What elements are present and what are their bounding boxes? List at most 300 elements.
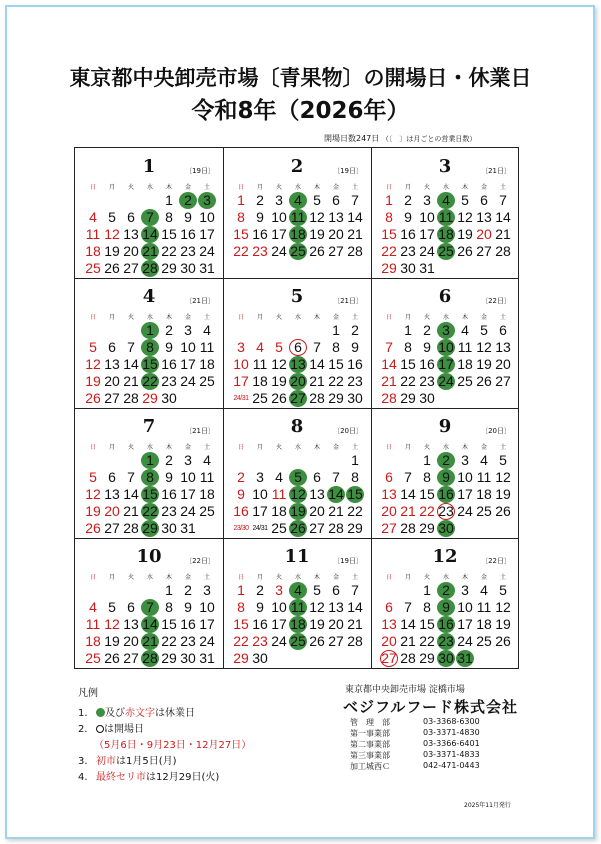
calendar-day: 13 (381, 486, 397, 502)
calendar-day: 15 (161, 616, 177, 632)
month-day-count: 〔19日〕 (333, 167, 363, 175)
calendar-day: 12 (309, 209, 325, 225)
calendar-day: 28 (347, 243, 363, 259)
calendar-day: 30 (161, 520, 177, 536)
calendar-day: 26 (309, 633, 325, 649)
weekday-label: 土 (351, 574, 358, 581)
calendar-day: 5 (275, 339, 283, 355)
calendar-day: 11 (290, 599, 306, 615)
calendar-day: 23 (161, 373, 177, 389)
month-label: 8 (290, 416, 304, 437)
calendar-day: 1 (423, 582, 431, 598)
calendar-day: 23 (161, 503, 177, 519)
calendar-day: 23 (400, 243, 416, 259)
month-label: 5 (290, 286, 304, 307)
weekday-label: 日 (237, 184, 244, 191)
legend (78, 684, 338, 784)
calendar-day: 27 (495, 373, 511, 389)
calendar-day: 22 (328, 373, 344, 389)
calendar-grid (74, 147, 519, 669)
calendar-day: 10 (199, 209, 215, 225)
calendar-day: 22 (419, 633, 435, 649)
weekday-label: 金 (332, 444, 339, 451)
department-row (343, 728, 543, 739)
month-8 (223, 408, 371, 538)
calendar-day: 17 (457, 486, 473, 502)
calendar-day: 27 (328, 243, 344, 259)
calendar-day: 17 (271, 226, 287, 242)
weekday-header (380, 442, 512, 452)
calendar-day: 11 (85, 226, 101, 242)
weekday-label: 木 (461, 574, 468, 581)
calendar-day: 21 (123, 373, 139, 389)
calendar-day: 5 (499, 582, 507, 598)
calendar-day: 15 (142, 486, 158, 502)
calendar-day: 20 (123, 243, 139, 259)
calendar-day: 12 (104, 226, 120, 242)
calendar-day: 18 (85, 243, 101, 259)
calendar-day: 3 (437, 322, 455, 339)
weekday-label: 木 (313, 444, 320, 451)
calendar-day: 25 (199, 503, 215, 519)
weekday-label: 水 (294, 184, 301, 191)
calendar-day: 23 (438, 633, 454, 649)
weekday-label: 木 (461, 184, 468, 191)
month-label: 3 (438, 156, 452, 177)
weekday-label: 水 (146, 184, 153, 191)
calendar-day: 5 (480, 322, 488, 338)
calendar-day: 1 (332, 322, 340, 338)
weekday-header (84, 182, 216, 192)
month-days (84, 582, 216, 666)
month-day-count: 〔21日〕 (185, 297, 215, 305)
calendar-day: 26 (309, 243, 325, 259)
calendar-day: 8 (404, 339, 412, 355)
calendar-day: 15 (328, 356, 344, 372)
month-11 (223, 538, 371, 668)
calendar-day: 27 (104, 390, 120, 406)
calendar-day: 17 (233, 373, 249, 389)
calendar-day: 2 (184, 582, 192, 598)
weekday-label: 金 (480, 444, 487, 451)
calendar-day: 28 (347, 633, 363, 649)
month-label: 4 (142, 286, 156, 307)
calendar-day: 28 (123, 390, 139, 406)
calendar-day: 22 (233, 633, 249, 649)
calendar-day: 15 (233, 226, 249, 242)
calendar-day: 14 (142, 226, 158, 242)
legend-item-first-market: 3. 初市は1月5日(月) (78, 756, 177, 767)
month-7 (75, 408, 223, 538)
calendar-day: 7 (351, 192, 359, 208)
calendar-day: 9 (165, 339, 173, 355)
calendar-day: 26 (476, 373, 492, 389)
weekday-label: 月 (256, 444, 263, 451)
month-days (232, 192, 364, 276)
calendar-day: 31 (457, 650, 473, 666)
calendar-day: 16 (419, 356, 435, 372)
calendar-day: 19 (309, 616, 325, 632)
calendar-day: 3 (184, 452, 192, 468)
calendar-day: 16 (233, 503, 249, 519)
calendar-day: 14 (123, 486, 139, 502)
calendar-day: 19 (495, 616, 511, 632)
calendar-day: 14 (495, 209, 511, 225)
weekday-header (380, 572, 512, 582)
weekday-label: 木 (165, 314, 172, 321)
calendar-day: 8 (385, 209, 393, 225)
calendar-day: 25 (199, 373, 215, 389)
calendar-day: 16 (347, 356, 363, 372)
weekday-label: 水 (294, 314, 301, 321)
calendar-day: 14 (347, 599, 363, 615)
calendar-day: 19 (104, 243, 120, 259)
calendar-day: 26 (271, 390, 287, 406)
calendar-day: 29 (419, 650, 435, 666)
calendar-day: 23 (180, 243, 196, 259)
month-days (232, 322, 364, 406)
month-days (380, 322, 512, 406)
calendar-day: 29 (400, 390, 416, 406)
month-days (380, 452, 512, 536)
calendar-day: 4 (289, 192, 307, 209)
calendar-day: 8 (423, 469, 431, 485)
calendar-day: 12 (271, 356, 287, 372)
weekday-label: 土 (203, 574, 210, 581)
calendar-day: 24 (457, 633, 473, 649)
calendar-day: 24 (419, 243, 435, 259)
calendar-day: 28 (400, 520, 416, 536)
calendar-day: 2 (179, 192, 197, 209)
calendar-day: 12 (457, 209, 473, 225)
calendar-day: 13 (328, 209, 344, 225)
calendar-day: 27 (123, 650, 139, 666)
calendar-day: 28 (309, 390, 325, 406)
calendar-day: 16 (438, 616, 454, 632)
calendar-day: 7 (141, 209, 159, 226)
weekday-header (232, 182, 364, 192)
calendar-day: 30 (400, 260, 416, 276)
calendar-day: 6 (127, 599, 135, 615)
calendar-day: 21 (123, 503, 139, 519)
weekday-label: 月 (256, 574, 263, 581)
calendar-day: 6 (108, 469, 116, 485)
weekday-label: 金 (184, 314, 191, 321)
calendar-day: 3 (423, 192, 431, 208)
calendar-day: 2 (437, 582, 455, 599)
calendar-day: 9 (351, 339, 359, 355)
weekday-label: 土 (203, 314, 210, 321)
calendar-day: 29 (347, 520, 363, 536)
calendar-day: 14 (400, 486, 416, 502)
department-name: 第一事業部 (350, 729, 390, 738)
calendar-day: 14 (142, 616, 158, 632)
calendar-day: 11 (252, 356, 268, 372)
calendar-day: 2 (256, 582, 264, 598)
calendar-day: 13 (290, 356, 306, 372)
calendar-day: 6 (289, 339, 307, 356)
calendar-day: 9 (404, 209, 412, 225)
weekday-label: 火 (275, 314, 282, 321)
calendar-day: 27 (104, 520, 120, 536)
calendar-day: 26 (290, 520, 306, 536)
calendar-day: 14 (309, 356, 325, 372)
calendar-day: 9 (437, 469, 455, 486)
calendar-day: 16 (180, 226, 196, 242)
legend-item-final-auction: 4. 最終セリ市は12月29日(火) (78, 772, 220, 783)
calendar-day: 10 (180, 339, 196, 355)
calendar-day: 10 (457, 469, 473, 485)
company-info (343, 682, 543, 772)
calendar-day: 4 (289, 582, 307, 599)
calendar-day: 27 (476, 243, 492, 259)
calendar-day: 31 (199, 260, 215, 276)
weekday-label: 月 (404, 314, 411, 321)
calendar-day: 6 (108, 339, 116, 355)
calendar-day: 4 (275, 469, 283, 485)
calendar-day: 4 (461, 322, 469, 338)
calendar-day: 26 (104, 260, 120, 276)
calendar-day: 24 (180, 503, 196, 519)
calendar-day: 17 (252, 503, 268, 519)
calendar-day: 6 (127, 209, 135, 225)
calendar-day: 26 (495, 503, 511, 519)
calendar-day: 21 (142, 243, 158, 259)
calendar-day: 10 (271, 209, 287, 225)
calendar-day: 19 (309, 226, 325, 242)
month-4 (75, 278, 223, 408)
calendar-day: 4 (256, 339, 264, 355)
department-name: 加工城西Ｃ (350, 762, 390, 771)
calendar-day: 2 (351, 322, 359, 338)
month-days (84, 192, 216, 276)
weekday-label: 金 (184, 444, 191, 451)
calendar-day: 20 (328, 226, 344, 242)
calendar-day: 22 (347, 503, 363, 519)
calendar-day: 26 (495, 633, 511, 649)
calendar-day: 18 (476, 486, 492, 502)
year-title: 令和8年（2026年） (191, 98, 410, 124)
weekday-header (232, 312, 364, 322)
department-row (343, 761, 543, 772)
weekday-label: 火 (423, 574, 430, 581)
department-phone: 03-3368-6300 (423, 717, 480, 726)
calendar-day: 23 (419, 373, 435, 389)
calendar-day: 1 (351, 452, 359, 468)
weekday-label: 日 (385, 574, 392, 581)
calendar-day: 16 (161, 356, 177, 372)
department-row (343, 739, 543, 750)
calendar-day: 27 (290, 390, 306, 406)
calendar-day: 22 (142, 503, 158, 519)
calendar-day: 19 (476, 356, 492, 372)
calendar-day: 25 (85, 650, 101, 666)
calendar-day: 31 (180, 520, 196, 536)
department-name: 第三事業部 (350, 751, 390, 760)
calendar-day: 22 (419, 503, 435, 519)
month-10 (75, 538, 223, 668)
calendar-day: 1 (423, 452, 431, 468)
calendar-day: 11 (271, 486, 287, 502)
calendar-day: 15 (400, 356, 416, 372)
calendar-day: 28 (123, 520, 139, 536)
calendar-day: 9 (237, 486, 245, 502)
calendar-day: 4 (89, 209, 97, 225)
month-day-count: 〔21日〕 (185, 427, 215, 435)
weekday-label: 火 (423, 314, 430, 321)
weekday-label: 火 (127, 444, 134, 451)
weekday-label: 水 (442, 444, 449, 451)
calendar-day: 4 (203, 322, 211, 338)
calendar-day: 29 (233, 650, 249, 666)
calendar-day: 26 (457, 243, 473, 259)
calendar-day: 16 (180, 616, 196, 632)
calendar-day: 29 (328, 390, 344, 406)
weekday-label: 土 (499, 574, 506, 581)
calendar-day: 26 (85, 520, 101, 536)
calendar-day: 6 (313, 469, 321, 485)
calendar-day: 18 (199, 356, 215, 372)
calendar-day: 5 (461, 192, 469, 208)
calendar-day: 10 (233, 356, 249, 372)
calendar-day: 25 (290, 633, 306, 649)
weekday-label: 木 (165, 574, 172, 581)
department-phone: 03-3371-4833 (423, 750, 480, 759)
legend-item-holiday: 1. 及び赤文字は休業日 (78, 708, 195, 719)
calendar-day: 3 (184, 322, 192, 338)
calendar-day: 1 (141, 322, 159, 339)
calendar-day: 4 (203, 452, 211, 468)
calendar-day: 17 (180, 356, 196, 372)
calendar-day: 30 (438, 520, 454, 536)
calendar-day: 13 (476, 209, 492, 225)
calendar-day: 3 (461, 582, 469, 598)
calendar-day: 29 (419, 520, 435, 536)
calendar-day: 11 (199, 469, 215, 485)
calendar-day: 15 (381, 226, 397, 242)
calendar-day: 9 (184, 209, 192, 225)
calendar-day: 3 (461, 452, 469, 468)
month-day-count: 〔20日〕 (481, 427, 511, 435)
calendar-day: 4 (437, 192, 455, 209)
calendar-day: 18 (290, 616, 306, 632)
calendar-day: 22 (400, 373, 416, 389)
calendar-day: 19 (495, 486, 511, 502)
month-12 (371, 538, 519, 668)
month-9 (371, 408, 519, 538)
calendar-day: 2 (404, 192, 412, 208)
calendar-day: 19 (290, 503, 306, 519)
calendar-day: 8 (237, 209, 245, 225)
calendar-day: 2 (165, 322, 173, 338)
calendar-day: 21 (400, 633, 416, 649)
calendar-day: 18 (85, 633, 101, 649)
calendar-day: 7 (499, 192, 507, 208)
month-day-count: 〔22日〕 (481, 297, 511, 305)
calendar-day: 18 (252, 373, 268, 389)
weekday-header (380, 182, 512, 192)
calendar-day: 13 (104, 356, 120, 372)
calendar-day: 7 (127, 469, 135, 485)
calendar-day: 5 (313, 192, 321, 208)
calendar-day: 16 (252, 616, 268, 632)
calendar-day: 9 (165, 469, 173, 485)
calendar-day: 30 (347, 390, 363, 406)
month-label: 2 (290, 156, 304, 177)
calendar-day: 11 (438, 209, 454, 225)
weekday-label: 日 (89, 444, 96, 451)
weekday-label: 日 (237, 314, 244, 321)
calendar-day: 15 (233, 616, 249, 632)
weekday-label: 日 (89, 574, 96, 581)
calendar-day: 24 (199, 633, 215, 649)
calendar-day: 25 (252, 390, 268, 406)
department-phone: 042-471-0443 (423, 761, 480, 770)
calendar-day: 5 (499, 452, 507, 468)
calendar-day: 2 (256, 192, 264, 208)
calendar-day: 7 (141, 599, 159, 616)
calendar-day: 3 (203, 582, 211, 598)
month-day-count: 〔21日〕 (333, 297, 363, 305)
calendar-day: 1 (237, 192, 245, 208)
calendar-day: 8 (237, 599, 245, 615)
weekday-label: 火 (127, 184, 134, 191)
calendar-day: 22 (161, 243, 177, 259)
weekday-label: 火 (423, 444, 430, 451)
department-list (343, 717, 543, 772)
calendar-day: 3 (275, 582, 283, 598)
weekday-label: 金 (332, 184, 339, 191)
weekday-header (84, 442, 216, 452)
weekday-label: 金 (332, 574, 339, 581)
weekday-label: 土 (351, 444, 358, 451)
calendar-day: 7 (404, 469, 412, 485)
calendar-day: 12 (104, 616, 120, 632)
month-day-count: 〔21日〕 (481, 167, 511, 175)
calendar-day: 5 (313, 582, 321, 598)
weekday-label: 土 (351, 314, 358, 321)
calendar-day: 17 (419, 226, 435, 242)
calendar-day: 24 (199, 243, 215, 259)
calendar-day: 3 (275, 192, 283, 208)
weekday-label: 月 (404, 574, 411, 581)
calendar-day: 8 (165, 209, 173, 225)
calendar-day: 13 (309, 486, 325, 502)
calendar-day: 23 (180, 633, 196, 649)
calendar-day: 24/31 (233, 395, 249, 402)
weekday-label: 土 (203, 184, 210, 191)
weekday-label: 木 (313, 574, 320, 581)
calendar-day: 5 (289, 469, 307, 486)
weekday-label: 水 (146, 444, 153, 451)
calendar-day: 11 (476, 599, 492, 615)
calendar-day: 27 (309, 520, 325, 536)
calendar-day: 12 (290, 486, 306, 502)
month-days (232, 452, 364, 536)
weekday-header (84, 312, 216, 322)
calendar-day: 16 (252, 226, 268, 242)
calendar-day: 1 (165, 582, 173, 598)
calendar-day: 10 (252, 486, 268, 502)
month-days (232, 582, 364, 666)
calendar-day: 29 (142, 520, 158, 536)
calendar-day: 7 (385, 339, 393, 355)
weekday-label: 金 (480, 314, 487, 321)
weekday-label: 水 (146, 574, 153, 581)
calendar-day: 23 (438, 503, 454, 519)
weekday-label: 木 (313, 184, 320, 191)
calendar-day: 10 (438, 339, 454, 355)
